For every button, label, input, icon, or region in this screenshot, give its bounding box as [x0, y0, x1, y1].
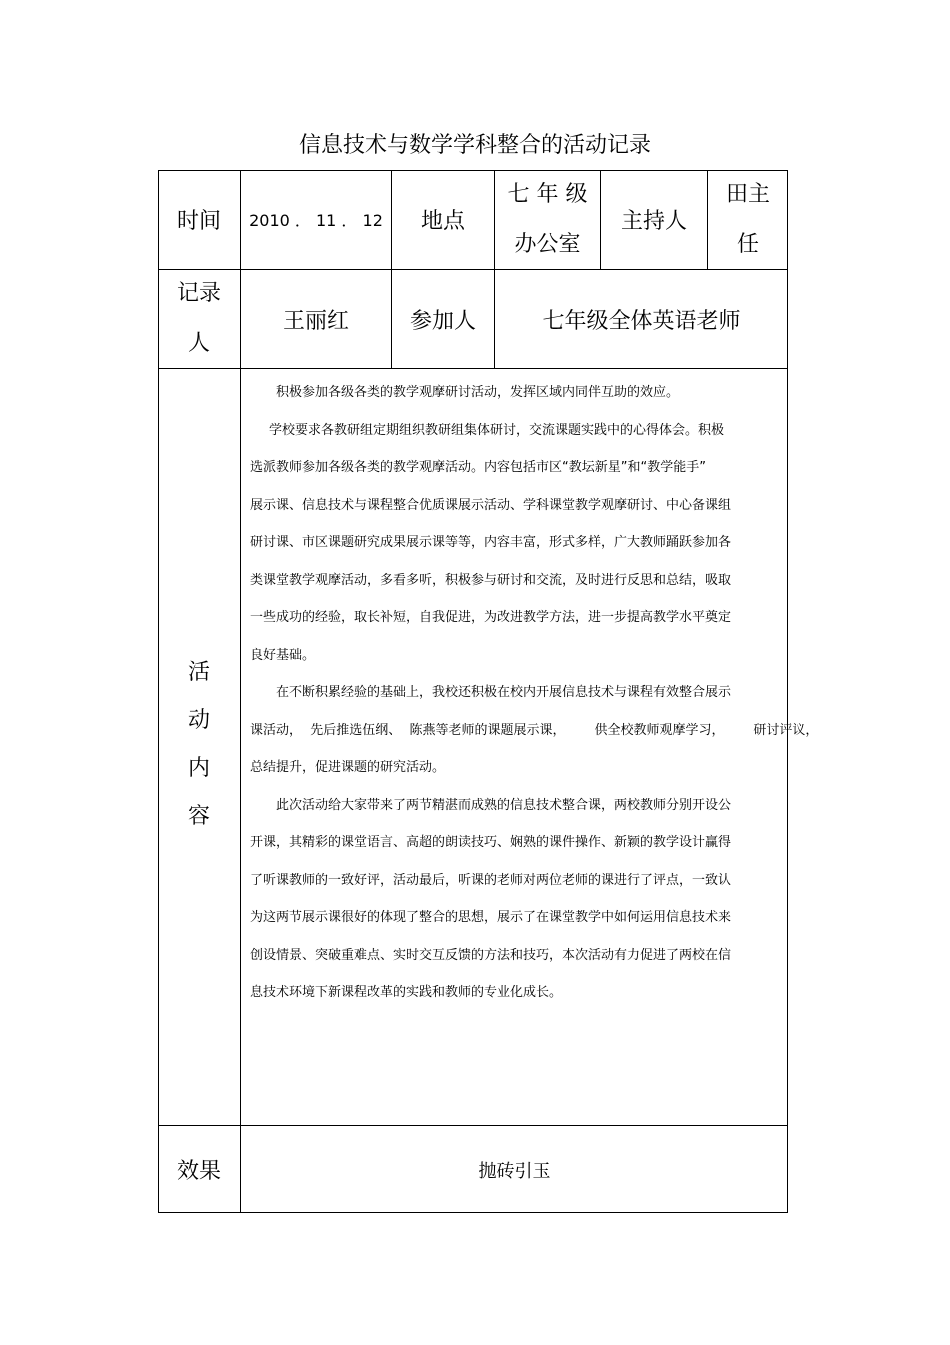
time-value: 2010 ． 11 ． 12	[249, 211, 383, 230]
recorder-label-line1: 记录	[176, 281, 221, 306]
content-line: 学校要求各教研组定期组织教研组集体研讨，交流课题实践中的心得体会。积极	[269, 422, 725, 438]
recorder-label	[158, 270, 240, 368]
content-line: 研讨课、市区课题研究成果展示课等等，内容丰富，形式多样，广大教师踊跃参加各	[250, 535, 732, 550]
content-line: 了听课教师的一致好评，活动最后，听课的老师对两位老师的课进行了评点，一致认	[250, 872, 732, 888]
content-line: 类课堂教学观摩活动，多看多听，积极参与研讨和交流，及时进行反思和总结，吸取	[250, 572, 732, 588]
host-label: 主持人	[620, 209, 687, 234]
document-title: 信息技术与数学学科整合的活动记录	[298, 133, 651, 158]
content-label-char: 内	[187, 756, 210, 781]
participants-label: 参加人	[409, 308, 476, 334]
content-line: 为这两节展示课很好的体现了整合的思想，展示了在课堂教学中如何运用信息技术来	[250, 910, 732, 925]
effect-label: 效果	[176, 1159, 221, 1184]
content-label-char: 活	[187, 660, 210, 685]
content-line: 课活动， 先后推选伍纲、 陈燕等老师的课题展示课， 供全校教师观摩学习， 研讨评议，	[250, 722, 819, 738]
content-line: 总结提升，促进课题的研究活动。	[250, 760, 446, 775]
content-line: 积极参加各级各类的教学观摩研讨活动，发挥区域内同伴互助的效应。	[276, 385, 680, 400]
content-line: 创设情景、突破重难点、实时交互反馈的方法和技巧，本次活动有力促进了两校在信	[250, 947, 732, 963]
time-label: 时间	[176, 209, 221, 234]
content-label-char: 动	[187, 708, 210, 733]
host-value-line1: 田主	[725, 181, 770, 207]
content-line: 良好基础。	[250, 647, 316, 663]
content-line: 一些成功的经验，取长补短，自我促进，为改进教学方法，进一步提高教学水平奠定	[250, 610, 732, 625]
content-label	[158, 655, 240, 835]
place-value-line2: 办公室	[514, 231, 581, 257]
content-line: 在不断积累经验的基础上，我校还积极在校内开展信息技术与课程有效整合展示	[276, 685, 732, 700]
host-value	[708, 170, 788, 269]
content-line: 息技术环境下新课程改革的实践和教师的专业化成长。	[250, 985, 563, 1000]
content-line: 选派教师参加各级各类的教学观摩活动。内容包括市区“教坛新星”和“教学能手”	[250, 460, 706, 475]
participants-value: 七年级全体英语老师	[542, 308, 741, 334]
place-value	[495, 170, 600, 269]
effect-value: 抛砖引玉	[478, 1160, 551, 1182]
place-label: 地点	[420, 209, 465, 234]
place-value-line1: 七 年 级	[507, 181, 588, 207]
content-line: 开课，其精彩的课堂语言、高超的朗读技巧、娴熟的课件操作、新颖的教学设计赢得	[250, 835, 732, 850]
host-value-line2: 任	[736, 231, 759, 257]
content-line: 展示课、信息技术与课程整合优质课展示活动、学科课堂教学观摩研讨、中心备课组	[250, 497, 732, 513]
row-divider	[158, 368, 788, 369]
content-label-char: 容	[187, 804, 210, 829]
recorder-label-line2: 人	[187, 331, 210, 356]
content-line: 此次活动给大家带来了两节精湛而成熟的信息技术整合课，两校教师分别开设公	[276, 797, 732, 813]
activity-content	[250, 374, 819, 1012]
recorder-value: 王丽红	[282, 308, 349, 334]
